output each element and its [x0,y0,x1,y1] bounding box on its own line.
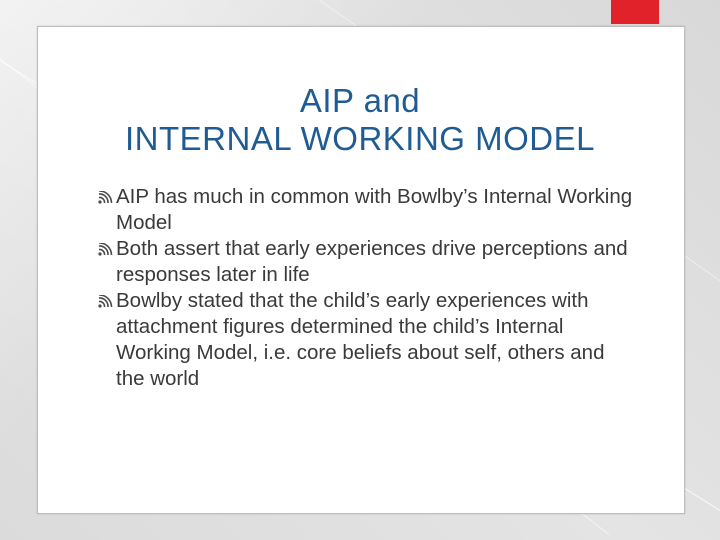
wifi-signal-icon [98,295,113,308]
wifi-signal-icon [98,191,113,204]
bullet-item [96,236,636,288]
wifi-signal-icon [98,243,113,256]
title-line-2: INTERNAL WORKING MODEL [125,120,595,157]
bullet-list [96,184,636,392]
bullet-item [96,288,636,392]
title-line-1: AIP and [299,82,421,119]
slide-title [60,82,660,158]
accent-tab [611,0,659,24]
bullet-text: Bowlby stated that the child’s early experiences with attachment figures determined the child’s Internal Working Model, i.e. core beliefs about self, others and the world [116,289,605,390]
bullet-text: Both assert that early experiences drive perceptions and responses later in life [116,237,628,286]
bullet-item [96,184,636,236]
bullet-text: AIP has much in common with Bowlby’s Internal Working Model [116,185,633,234]
